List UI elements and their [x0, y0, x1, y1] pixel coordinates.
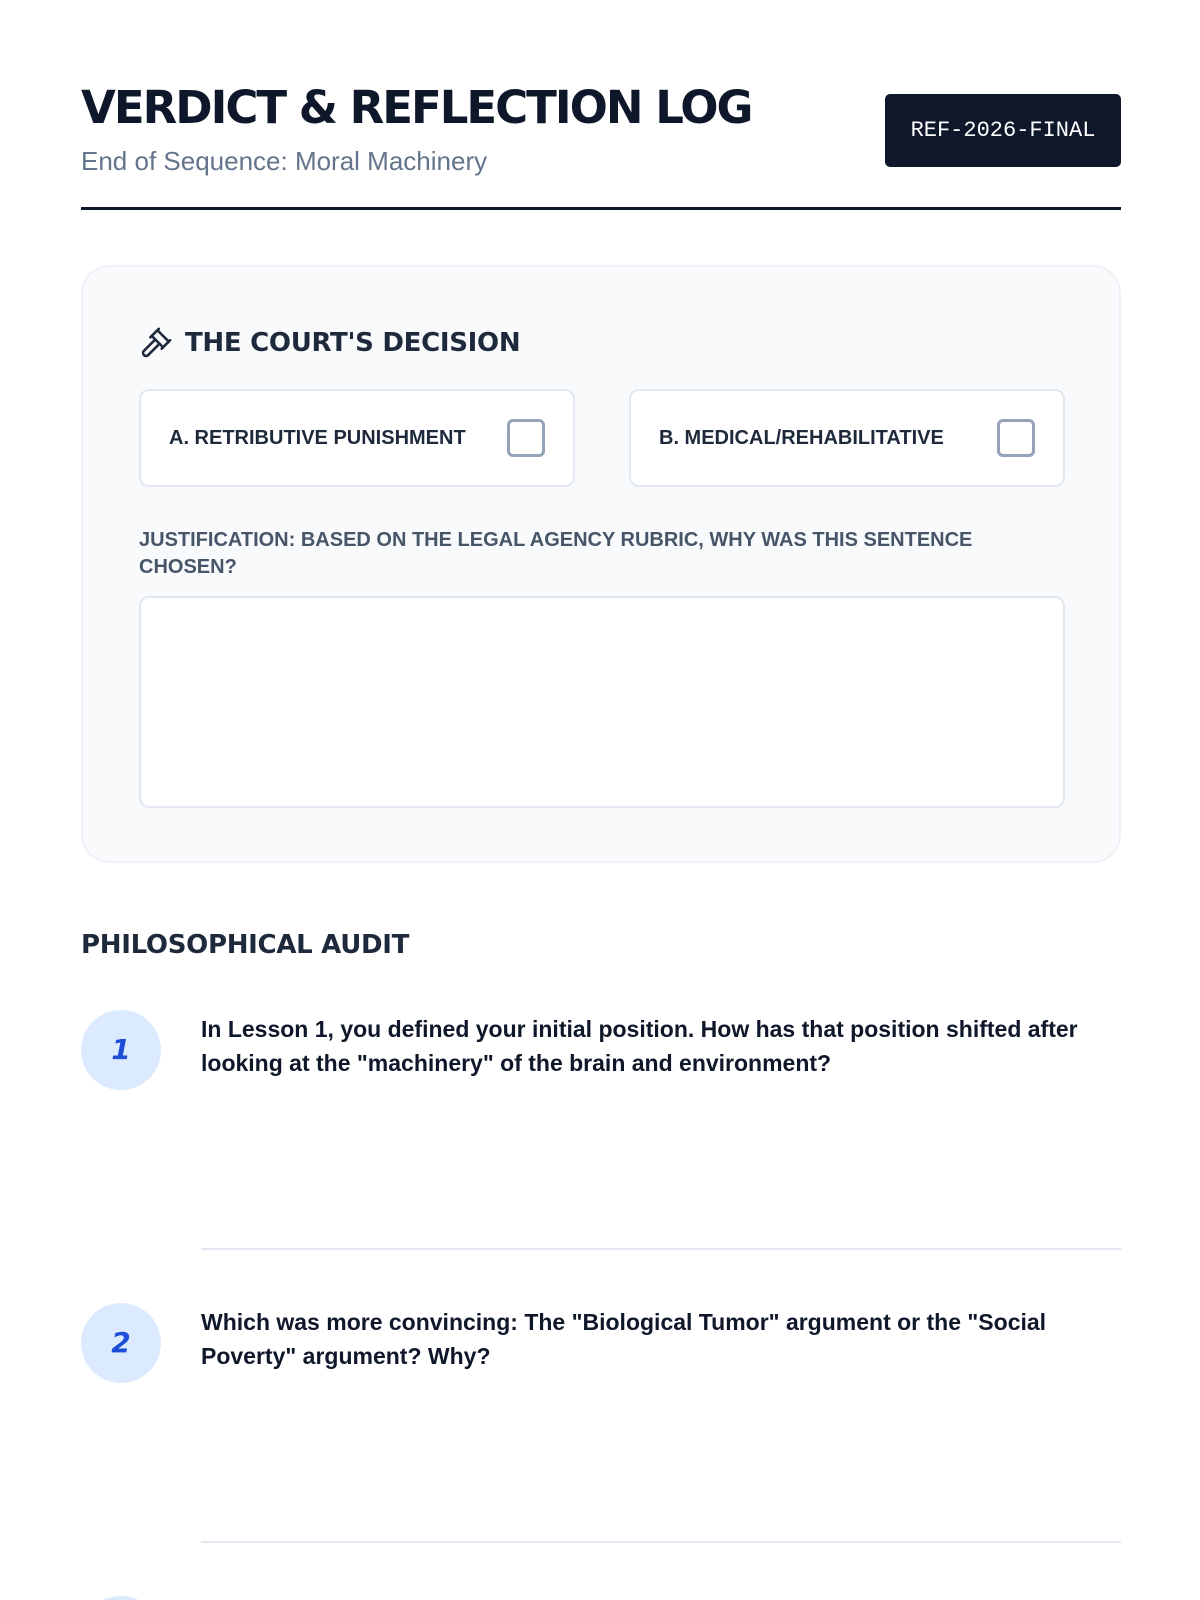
rehabilitative-checkbox[interactable]	[997, 419, 1035, 457]
court-decision-card	[81, 265, 1121, 863]
reflection-log-page	[81, 0, 1121, 1369]
answer-line[interactable]	[201, 1248, 1121, 1250]
answer-line[interactable]	[201, 1541, 1121, 1543]
option-label: B. MEDICAL/REHABILITATIVE	[659, 427, 944, 449]
page-title: VERDICT & REFLECTION LOG	[81, 81, 752, 134]
question-number-badge: 2	[81, 1303, 161, 1383]
reference-code-badge: REF-2026-FINAL	[885, 94, 1121, 167]
justification-prompt: JUSTIFICATION: BASED ON THE LEGAL AGENCY RUBRIC, WHY WAS THIS SENTENCE CHOSEN?	[139, 529, 973, 578]
option-retributive-punishment[interactable]	[139, 389, 575, 487]
gavel-icon	[139, 326, 173, 360]
option-label: A. RETRIBUTIVE PUNISHMENT	[169, 427, 466, 449]
question-number-badge: 1	[81, 1010, 161, 1090]
question-text: Which was more convincing: The "Biological Tumor" argument or the "Social Poverty" argument? Why?	[201, 1309, 1047, 1369]
philosophical-audit-title: PHILOSOPHICAL AUDIT	[81, 930, 410, 960]
question-number-badge	[81, 1596, 161, 1600]
option-medical-rehabilitative[interactable]	[629, 389, 1065, 487]
court-decision-heading	[139, 323, 520, 363]
retributive-checkbox[interactable]	[507, 419, 545, 457]
justification-textarea[interactable]	[139, 596, 1065, 808]
page-subtitle: End of Sequence: Moral Machinery	[81, 146, 488, 176]
question-text: In Lesson 1, you defined your initial position. How has that position shifted after looking at the "machinery" of the brain and environment?	[201, 1016, 1078, 1076]
page-header	[81, 0, 1121, 210]
court-decision-title: THE COURT'S DECISION	[185, 328, 521, 358]
